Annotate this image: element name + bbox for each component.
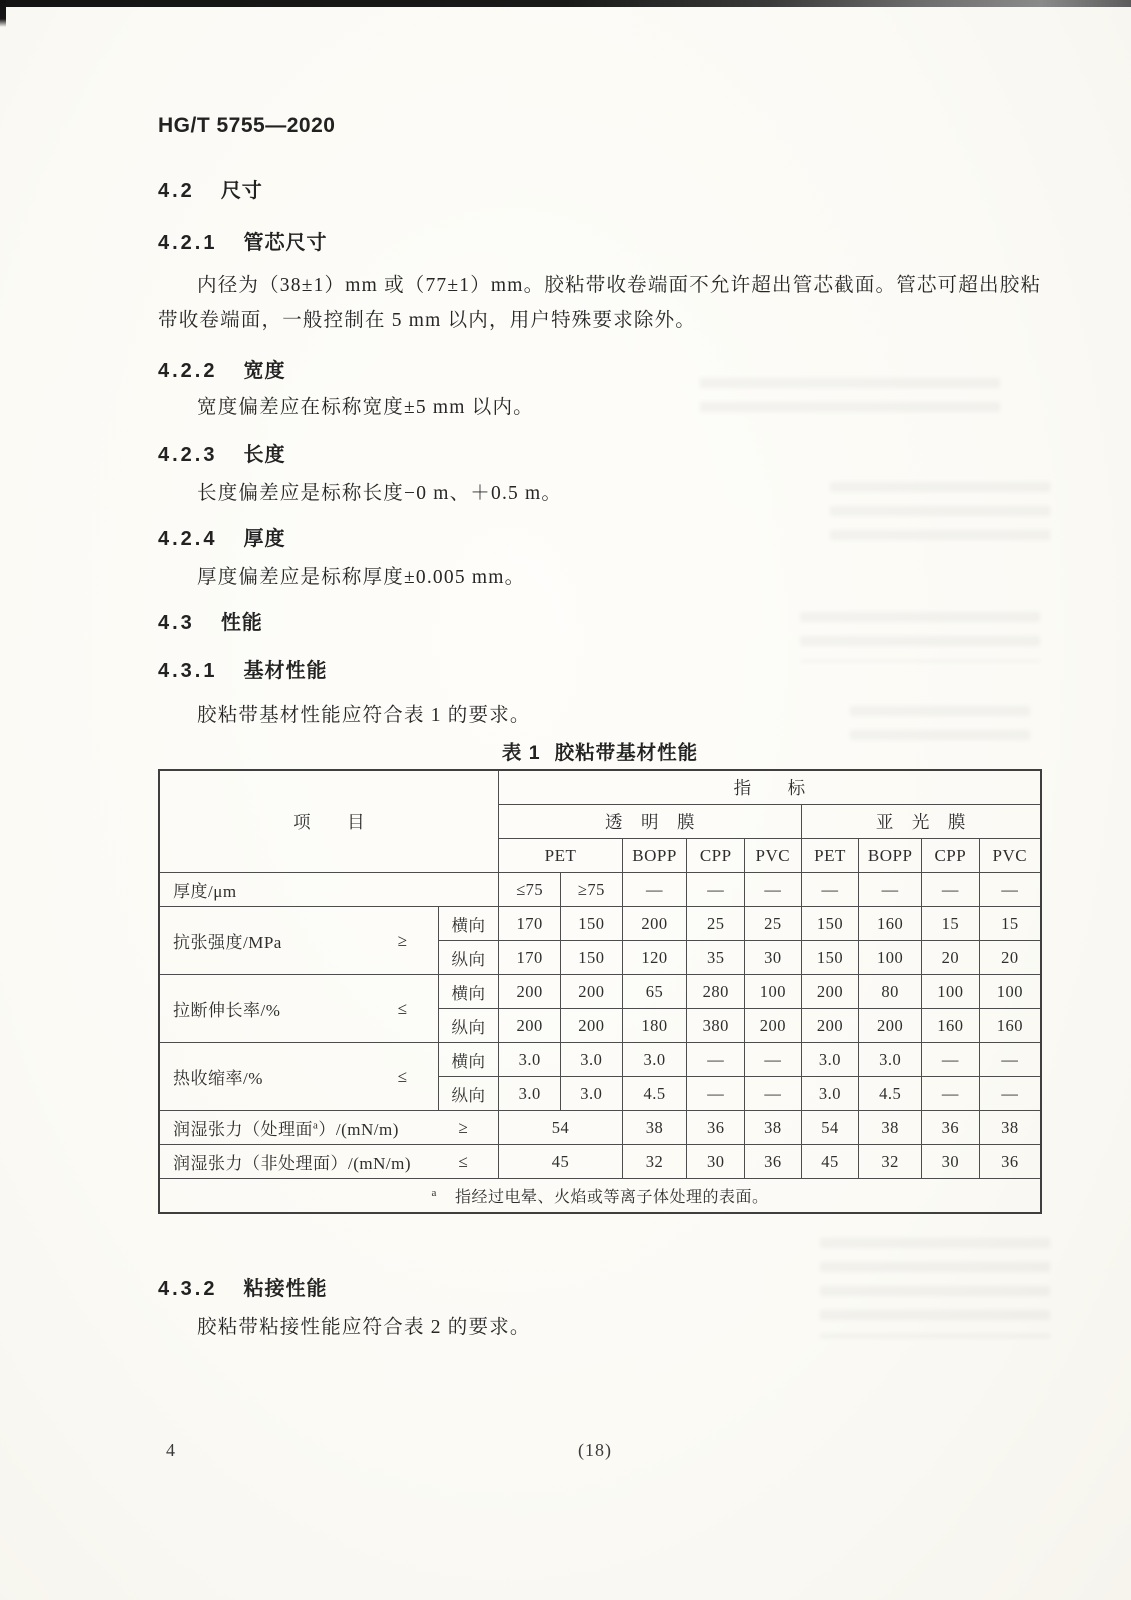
paragraph-adhesion: 胶粘带粘接性能应符合表 2 的要求。: [197, 1317, 531, 1338]
row-label: 拉断伸长率/%: [173, 1001, 281, 1020]
cell-value: 32: [622, 1145, 687, 1179]
footer-page-number: 4: [166, 1440, 176, 1460]
header-group-transparent: 透 明 膜: [499, 805, 801, 839]
direction-label: 纵向: [438, 1077, 499, 1111]
table-header-row-1: [159, 770, 1041, 805]
cell-value: —: [859, 873, 922, 907]
header-item: 项 目: [159, 770, 499, 873]
cell-value: —: [622, 873, 687, 907]
cell-value: 100: [979, 975, 1041, 1009]
doc-number: HG/T 5755—2020: [158, 114, 336, 137]
cell-value: 160: [979, 1009, 1041, 1043]
cell-value: 36: [979, 1145, 1041, 1179]
section-title: 长度: [243, 444, 286, 466]
footnote-text: 指经过电晕、火焰或等离子体处理的表面。: [454, 1189, 769, 1206]
cell-value: 200: [745, 1009, 802, 1043]
cell-value: 200: [859, 1009, 922, 1043]
cell-value: 150: [801, 907, 859, 941]
cell-value: 36: [745, 1145, 802, 1179]
cell-value: 3.0: [801, 1077, 859, 1111]
section-number: 4.2.3: [158, 444, 218, 466]
section-number: 4.2.4: [158, 528, 218, 550]
cell-value: —: [922, 1077, 980, 1111]
cell-value: 150: [560, 941, 622, 975]
header-material: BOPP: [622, 839, 687, 873]
section-number: 4.2.1: [158, 232, 218, 254]
cell-value: 35: [687, 941, 745, 975]
cell-value: 100: [745, 975, 802, 1009]
cell-value: 200: [801, 975, 859, 1009]
cell-value: 45: [801, 1145, 859, 1179]
cell-value: 120: [622, 941, 687, 975]
cell-value: 200: [499, 1009, 561, 1043]
header-material: BOPP: [859, 839, 922, 873]
section-heading-4-3: [158, 606, 263, 635]
cell-value: 36: [687, 1111, 745, 1145]
section-title: 厚度: [243, 528, 286, 550]
header-material: PET: [499, 839, 622, 873]
table1-title: [158, 737, 1042, 765]
cell-value: 380: [687, 1009, 745, 1043]
section-title: 宽度: [243, 360, 286, 382]
row-label: 抗张强度/MPa: [173, 933, 282, 952]
cell-value: 32: [859, 1145, 922, 1179]
section-title: 性能: [220, 612, 263, 634]
direction-label: 纵向: [438, 1009, 499, 1043]
section-title: 尺寸: [220, 180, 263, 202]
cell-value: 36: [922, 1111, 980, 1145]
cell-value: 30: [745, 941, 802, 975]
scan-top-edge-artifact: [0, 0, 1131, 7]
header-group-matte: 亚 光 膜: [801, 805, 1041, 839]
cell-value: ≥75: [560, 873, 622, 907]
cell-value: 150: [801, 941, 859, 975]
table1-title-text: 胶粘带基材性能: [554, 742, 699, 764]
table-row-wetting-untreated: [159, 1145, 1041, 1179]
cell-value: 25: [687, 907, 745, 941]
row-label-text: ）/(mN/m): [318, 1120, 399, 1139]
cell-value: 3.0: [499, 1043, 561, 1077]
cell-value: 170: [499, 941, 561, 975]
direction-label: 横向: [438, 1043, 499, 1077]
footer-book-page-number: (18): [578, 1440, 612, 1460]
section-number: 4.2.2: [158, 360, 218, 382]
cell-value: —: [745, 1077, 802, 1111]
header-material: CPP: [687, 839, 745, 873]
cell-value: 3.0: [560, 1077, 622, 1111]
cell-value: 3.0: [801, 1043, 859, 1077]
comparison-symbol: ≥: [458, 1117, 469, 1137]
table-row-wetting-treated: [159, 1111, 1041, 1145]
cell-value: 160: [922, 1009, 980, 1043]
header-material: PET: [801, 839, 859, 873]
cell-value: —: [801, 873, 859, 907]
table-row-shrinkage-transverse: [159, 1043, 1041, 1077]
section-number: 4.2: [158, 180, 195, 202]
cell-value: 200: [560, 975, 622, 1009]
section-title: 管芯尺寸: [243, 232, 328, 254]
section-heading-4-3-2: [158, 1272, 327, 1301]
table-row-elongation-transverse: [159, 975, 1041, 1009]
cell-value: 100: [859, 941, 922, 975]
paragraph-substrate: 胶粘带基材性能应符合表 1 的要求。: [197, 705, 531, 726]
header-material: CPP: [922, 839, 980, 873]
section-heading-4-2-1: [158, 226, 327, 255]
cell-value: 20: [979, 941, 1041, 975]
cell-value: 25: [745, 907, 802, 941]
paragraph-width: 宽度偏差应在标称宽度±5 mm 以内。: [197, 397, 534, 418]
table1-title-prefix: 表 1: [501, 742, 541, 764]
cell-value: 170: [499, 907, 561, 941]
cell-value: 65: [622, 975, 687, 1009]
comparison-symbol: ≤: [397, 998, 408, 1018]
section-heading-4-2: [158, 174, 263, 203]
cell-value: 38: [622, 1111, 687, 1145]
cell-value: —: [979, 873, 1041, 907]
footnote-marker: a: [431, 1186, 437, 1199]
cell-value: 80: [859, 975, 922, 1009]
row-label: 热收缩率/%: [173, 1069, 263, 1088]
section-heading-4-2-4: [158, 522, 285, 551]
row-label: [173, 1115, 399, 1140]
section-number: 4.3.2: [158, 1278, 218, 1300]
header-material: PVC: [979, 839, 1041, 873]
section-heading-4-2-3: [158, 438, 285, 467]
cell-value: —: [979, 1043, 1041, 1077]
cell-value: 38: [745, 1111, 802, 1145]
table-row-thickness: [159, 873, 1041, 907]
paragraph-core-size: 内径为（38±1）mm 或（77±1）mm。胶粘带收卷端面不允许超出管芯截面。管芯可超出胶粘带收卷端面，一般控制在 5 mm 以内，用户特殊要求除外。: [158, 275, 1042, 331]
paragraph-length: 长度偏差应是标称长度−0 m、＋0.5 m。: [197, 483, 563, 504]
cell-value: —: [687, 1077, 745, 1111]
cell-value: —: [979, 1077, 1041, 1111]
comparison-symbol: ≤: [458, 1151, 469, 1171]
cell-value: 3.0: [499, 1077, 561, 1111]
direction-label: 横向: [438, 907, 499, 941]
footnote-marker: a: [313, 1119, 319, 1132]
cell-value: —: [687, 1043, 745, 1077]
cell-value: 180: [622, 1009, 687, 1043]
cell-value: 3.0: [560, 1043, 622, 1077]
header-material: PVC: [745, 839, 802, 873]
cell-value: 280: [687, 975, 745, 1009]
cell-value: 100: [922, 975, 980, 1009]
cell-value: 45: [499, 1145, 622, 1179]
table-row-tensile-transverse: [159, 907, 1041, 941]
cell-value: 200: [801, 1009, 859, 1043]
cell-value: 38: [859, 1111, 922, 1145]
row-label: 润湿张力（非处理面）/(mN/m): [173, 1154, 411, 1173]
cell-value: —: [745, 873, 802, 907]
cell-value: 30: [922, 1145, 980, 1179]
table-footnote-row: [159, 1179, 1041, 1214]
direction-label: 纵向: [438, 941, 499, 975]
section-title: 粘接性能: [243, 1278, 328, 1300]
section-title: 基材性能: [243, 660, 328, 682]
section-number: 4.3.1: [158, 660, 218, 682]
cell-value: ≤75: [499, 873, 561, 907]
row-label-text: 润湿张力（处理面: [173, 1120, 313, 1139]
bleed-through-artifact: [800, 612, 1040, 662]
cell-value: 54: [499, 1111, 622, 1145]
cell-value: 20: [922, 941, 980, 975]
header-indicator: 指 标: [499, 770, 1041, 805]
cell-value: 30: [687, 1145, 745, 1179]
section-number: 4.3: [158, 612, 195, 634]
cell-value: 15: [922, 907, 980, 941]
cell-value: —: [922, 1043, 980, 1077]
direction-label: 横向: [438, 975, 499, 1009]
cell-value: 4.5: [622, 1077, 687, 1111]
cell-value: 200: [499, 975, 561, 1009]
cell-value: —: [922, 873, 980, 907]
cell-value: 4.5: [859, 1077, 922, 1111]
cell-value: 150: [560, 907, 622, 941]
cell-value: 15: [979, 907, 1041, 941]
cell-value: —: [745, 1043, 802, 1077]
cell-value: —: [687, 873, 745, 907]
section-heading-4-3-1: [158, 654, 327, 683]
scan-corner-artifact: [0, 0, 6, 27]
row-label: 厚度/μm: [173, 882, 237, 901]
cell-value: 200: [622, 907, 687, 941]
cell-value: 38: [979, 1111, 1041, 1145]
section-heading-4-2-2: [158, 354, 285, 383]
cell-value: 54: [801, 1111, 859, 1145]
cell-value: 200: [560, 1009, 622, 1043]
comparison-symbol: ≥: [397, 930, 408, 950]
paragraph-thickness: 厚度偏差应是标称厚度±0.005 mm。: [197, 567, 526, 588]
cell-value: 3.0: [859, 1043, 922, 1077]
table1-substrate-properties: [158, 769, 1042, 1214]
cell-value: 3.0: [622, 1043, 687, 1077]
comparison-symbol: ≤: [397, 1066, 408, 1086]
cell-value: 160: [859, 907, 922, 941]
